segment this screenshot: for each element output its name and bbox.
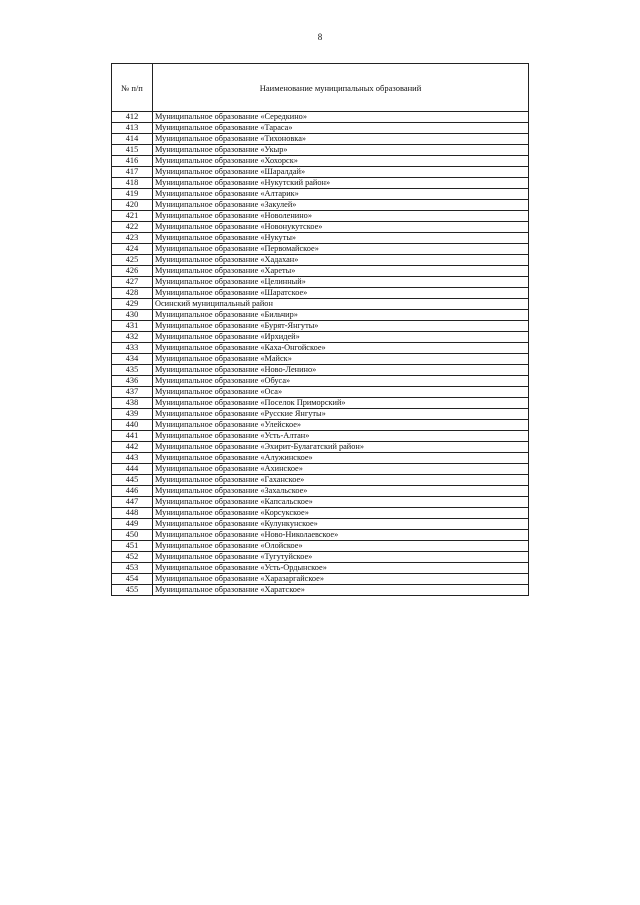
municipality-name-cell: Муниципальное образование «Корсукское»: [153, 508, 529, 519]
row-number-cell: 412: [112, 112, 153, 123]
row-number-cell: 426: [112, 266, 153, 277]
municipality-name-cell: Муниципальное образование «Шаралдай»: [153, 167, 529, 178]
municipality-name-cell: Муниципальное образование «Тараса»: [153, 123, 529, 134]
municipality-name-cell: Муниципальное образование «Гаханское»: [153, 475, 529, 486]
row-number-cell: 420: [112, 200, 153, 211]
municipality-name-cell: Муниципальное образование «Бильчир»: [153, 310, 529, 321]
municipality-name-cell: Муниципальное образование «Ново-Николаевское»: [153, 530, 529, 541]
table-row: [112, 244, 529, 255]
municipality-name-cell: Муниципальное образование «Хохорск»: [153, 156, 529, 167]
row-number-cell: 439: [112, 409, 153, 420]
table-row: [112, 409, 529, 420]
row-number-cell: 440: [112, 420, 153, 431]
municipality-name-cell: Муниципальное образование «Шаратское»: [153, 288, 529, 299]
table-row: [112, 552, 529, 563]
row-number-cell: 433: [112, 343, 153, 354]
table-row: [112, 310, 529, 321]
table-row: [112, 288, 529, 299]
row-number-cell: 452: [112, 552, 153, 563]
municipality-name-cell: Муниципальное образование «Эхирит-Булагатский район»: [153, 442, 529, 453]
row-number-cell: 422: [112, 222, 153, 233]
table-row: [112, 222, 529, 233]
municipality-name-cell: Муниципальное образование «Обуса»: [153, 376, 529, 387]
table-row: [112, 178, 529, 189]
table-row: [112, 585, 529, 596]
municipality-name-cell: Муниципальное образование «Тихоновка»: [153, 134, 529, 145]
table-row: [112, 475, 529, 486]
row-number-cell: 423: [112, 233, 153, 244]
table-row: [112, 431, 529, 442]
table-row: [112, 332, 529, 343]
row-number-cell: 428: [112, 288, 153, 299]
row-number-cell: 454: [112, 574, 153, 585]
row-number-cell: 419: [112, 189, 153, 200]
table-row: [112, 376, 529, 387]
municipalities-table: [111, 63, 529, 596]
municipality-name-cell: Муниципальное образование «Ахинское»: [153, 464, 529, 475]
municipality-name-cell: Муниципальное образование «Улейское»: [153, 420, 529, 431]
municipality-name-cell: Муниципальное образование «Новоленино»: [153, 211, 529, 222]
municipality-name-cell: Муниципальное образование «Захальское»: [153, 486, 529, 497]
table-row: [112, 398, 529, 409]
table-row: [112, 200, 529, 211]
municipality-name-cell: Муниципальное образование «Тугутуйское»: [153, 552, 529, 563]
municipality-name-cell: Муниципальное образование «Харазаргайское»: [153, 574, 529, 585]
municipality-name-cell: Муниципальное образование «Поселок Приморский»: [153, 398, 529, 409]
row-number-cell: 421: [112, 211, 153, 222]
table-row: [112, 321, 529, 332]
table-row: [112, 343, 529, 354]
table-row: [112, 134, 529, 145]
table-row: [112, 112, 529, 123]
row-number-cell: 451: [112, 541, 153, 552]
table-row: [112, 541, 529, 552]
municipality-name-cell: Муниципальное образование «Новонукутское»: [153, 222, 529, 233]
row-number-cell: 415: [112, 145, 153, 156]
row-number-cell: 446: [112, 486, 153, 497]
row-number-cell: 444: [112, 464, 153, 475]
municipality-name-cell: Муниципальное образование «Олойское»: [153, 541, 529, 552]
row-number-cell: 441: [112, 431, 153, 442]
municipality-name-cell: Муниципальное образование «Оса»: [153, 387, 529, 398]
row-number-cell: 448: [112, 508, 153, 519]
row-number-cell: 438: [112, 398, 153, 409]
row-number-cell: 442: [112, 442, 153, 453]
table-row: [112, 574, 529, 585]
municipality-name-cell: Муниципальное образование «Середкино»: [153, 112, 529, 123]
table-row: [112, 464, 529, 475]
municipality-name-cell: Муниципальное образование «Алтарик»: [153, 189, 529, 200]
table-row: [112, 266, 529, 277]
table-row: [112, 453, 529, 464]
municipality-name-cell: Муниципальное образование «Майск»: [153, 354, 529, 365]
row-number-cell: 447: [112, 497, 153, 508]
table-row: [112, 442, 529, 453]
table-row: [112, 299, 529, 310]
row-number-cell: 445: [112, 475, 153, 486]
table-row: [112, 167, 529, 178]
municipality-name-cell: Муниципальное образование «Нукуты»: [153, 233, 529, 244]
table-row: [112, 563, 529, 574]
table-row: [112, 255, 529, 266]
column-header-number: № п/п: [112, 64, 153, 112]
table-row: [112, 530, 529, 541]
table-row: [112, 354, 529, 365]
municipality-name-cell: Муниципальное образование «Усть-Алтан»: [153, 431, 529, 442]
municipality-name-cell: Муниципальное образование «Каха-Онгойское»: [153, 343, 529, 354]
municipality-name-cell: Муниципальное образование «Нукутский район»: [153, 178, 529, 189]
row-number-cell: 435: [112, 365, 153, 376]
table-row: [112, 211, 529, 222]
municipality-name-cell: Муниципальное образование «Укыр»: [153, 145, 529, 156]
municipality-name-cell: Осинский муниципальный район: [153, 299, 529, 310]
table-row: [112, 420, 529, 431]
row-number-cell: 417: [112, 167, 153, 178]
column-header-name: Наименование муниципальных образований: [153, 64, 529, 112]
page-number: 8: [317, 32, 323, 42]
table-row: [112, 497, 529, 508]
municipality-name-cell: Муниципальное образование «Бурят-Янгуты»: [153, 321, 529, 332]
municipality-name-cell: Муниципальное образование «Хареты»: [153, 266, 529, 277]
row-number-cell: 425: [112, 255, 153, 266]
municipality-name-cell: Муниципальное образование «Харатское»: [153, 585, 529, 596]
table-row: [112, 365, 529, 376]
municipality-name-cell: Муниципальное образование «Усть-Ордынское»: [153, 563, 529, 574]
municipality-name-cell: Муниципальное образование «Ирхидей»: [153, 332, 529, 343]
row-number-cell: 414: [112, 134, 153, 145]
municipality-name-cell: Муниципальное образование «Первомайское»: [153, 244, 529, 255]
table-body: [112, 112, 529, 596]
table-row: [112, 486, 529, 497]
row-number-cell: 424: [112, 244, 153, 255]
row-number-cell: 427: [112, 277, 153, 288]
row-number-cell: 416: [112, 156, 153, 167]
municipality-name-cell: Муниципальное образование «Ново-Ленино»: [153, 365, 529, 376]
row-number-cell: 437: [112, 387, 153, 398]
row-number-cell: 432: [112, 332, 153, 343]
row-number-cell: 449: [112, 519, 153, 530]
municipality-name-cell: Муниципальное образование «Капсальское»: [153, 497, 529, 508]
row-number-cell: 450: [112, 530, 153, 541]
row-number-cell: 431: [112, 321, 153, 332]
row-number-cell: 443: [112, 453, 153, 464]
row-number-cell: 434: [112, 354, 153, 365]
municipality-name-cell: Муниципальное образование «Целинный»: [153, 277, 529, 288]
row-number-cell: 429: [112, 299, 153, 310]
row-number-cell: 453: [112, 563, 153, 574]
table-row: [112, 145, 529, 156]
row-number-cell: 430: [112, 310, 153, 321]
table-row: [112, 277, 529, 288]
row-number-cell: 436: [112, 376, 153, 387]
table-header-row: [112, 64, 529, 112]
row-number-cell: 413: [112, 123, 153, 134]
row-number-cell: 455: [112, 585, 153, 596]
municipality-name-cell: Муниципальное образование «Русские Янгуты»: [153, 409, 529, 420]
table-row: [112, 519, 529, 530]
table-row: [112, 123, 529, 134]
municipality-name-cell: Муниципальное образование «Алужинское»: [153, 453, 529, 464]
municipality-name-cell: Муниципальное образование «Закулей»: [153, 200, 529, 211]
table-row: [112, 156, 529, 167]
table-row: [112, 387, 529, 398]
row-number-cell: 418: [112, 178, 153, 189]
table-row: [112, 233, 529, 244]
municipality-name-cell: Муниципальное образование «Хадахан»: [153, 255, 529, 266]
table-row: [112, 508, 529, 519]
municipality-name-cell: Муниципальное образование «Кулункунское»: [153, 519, 529, 530]
table-row: [112, 189, 529, 200]
